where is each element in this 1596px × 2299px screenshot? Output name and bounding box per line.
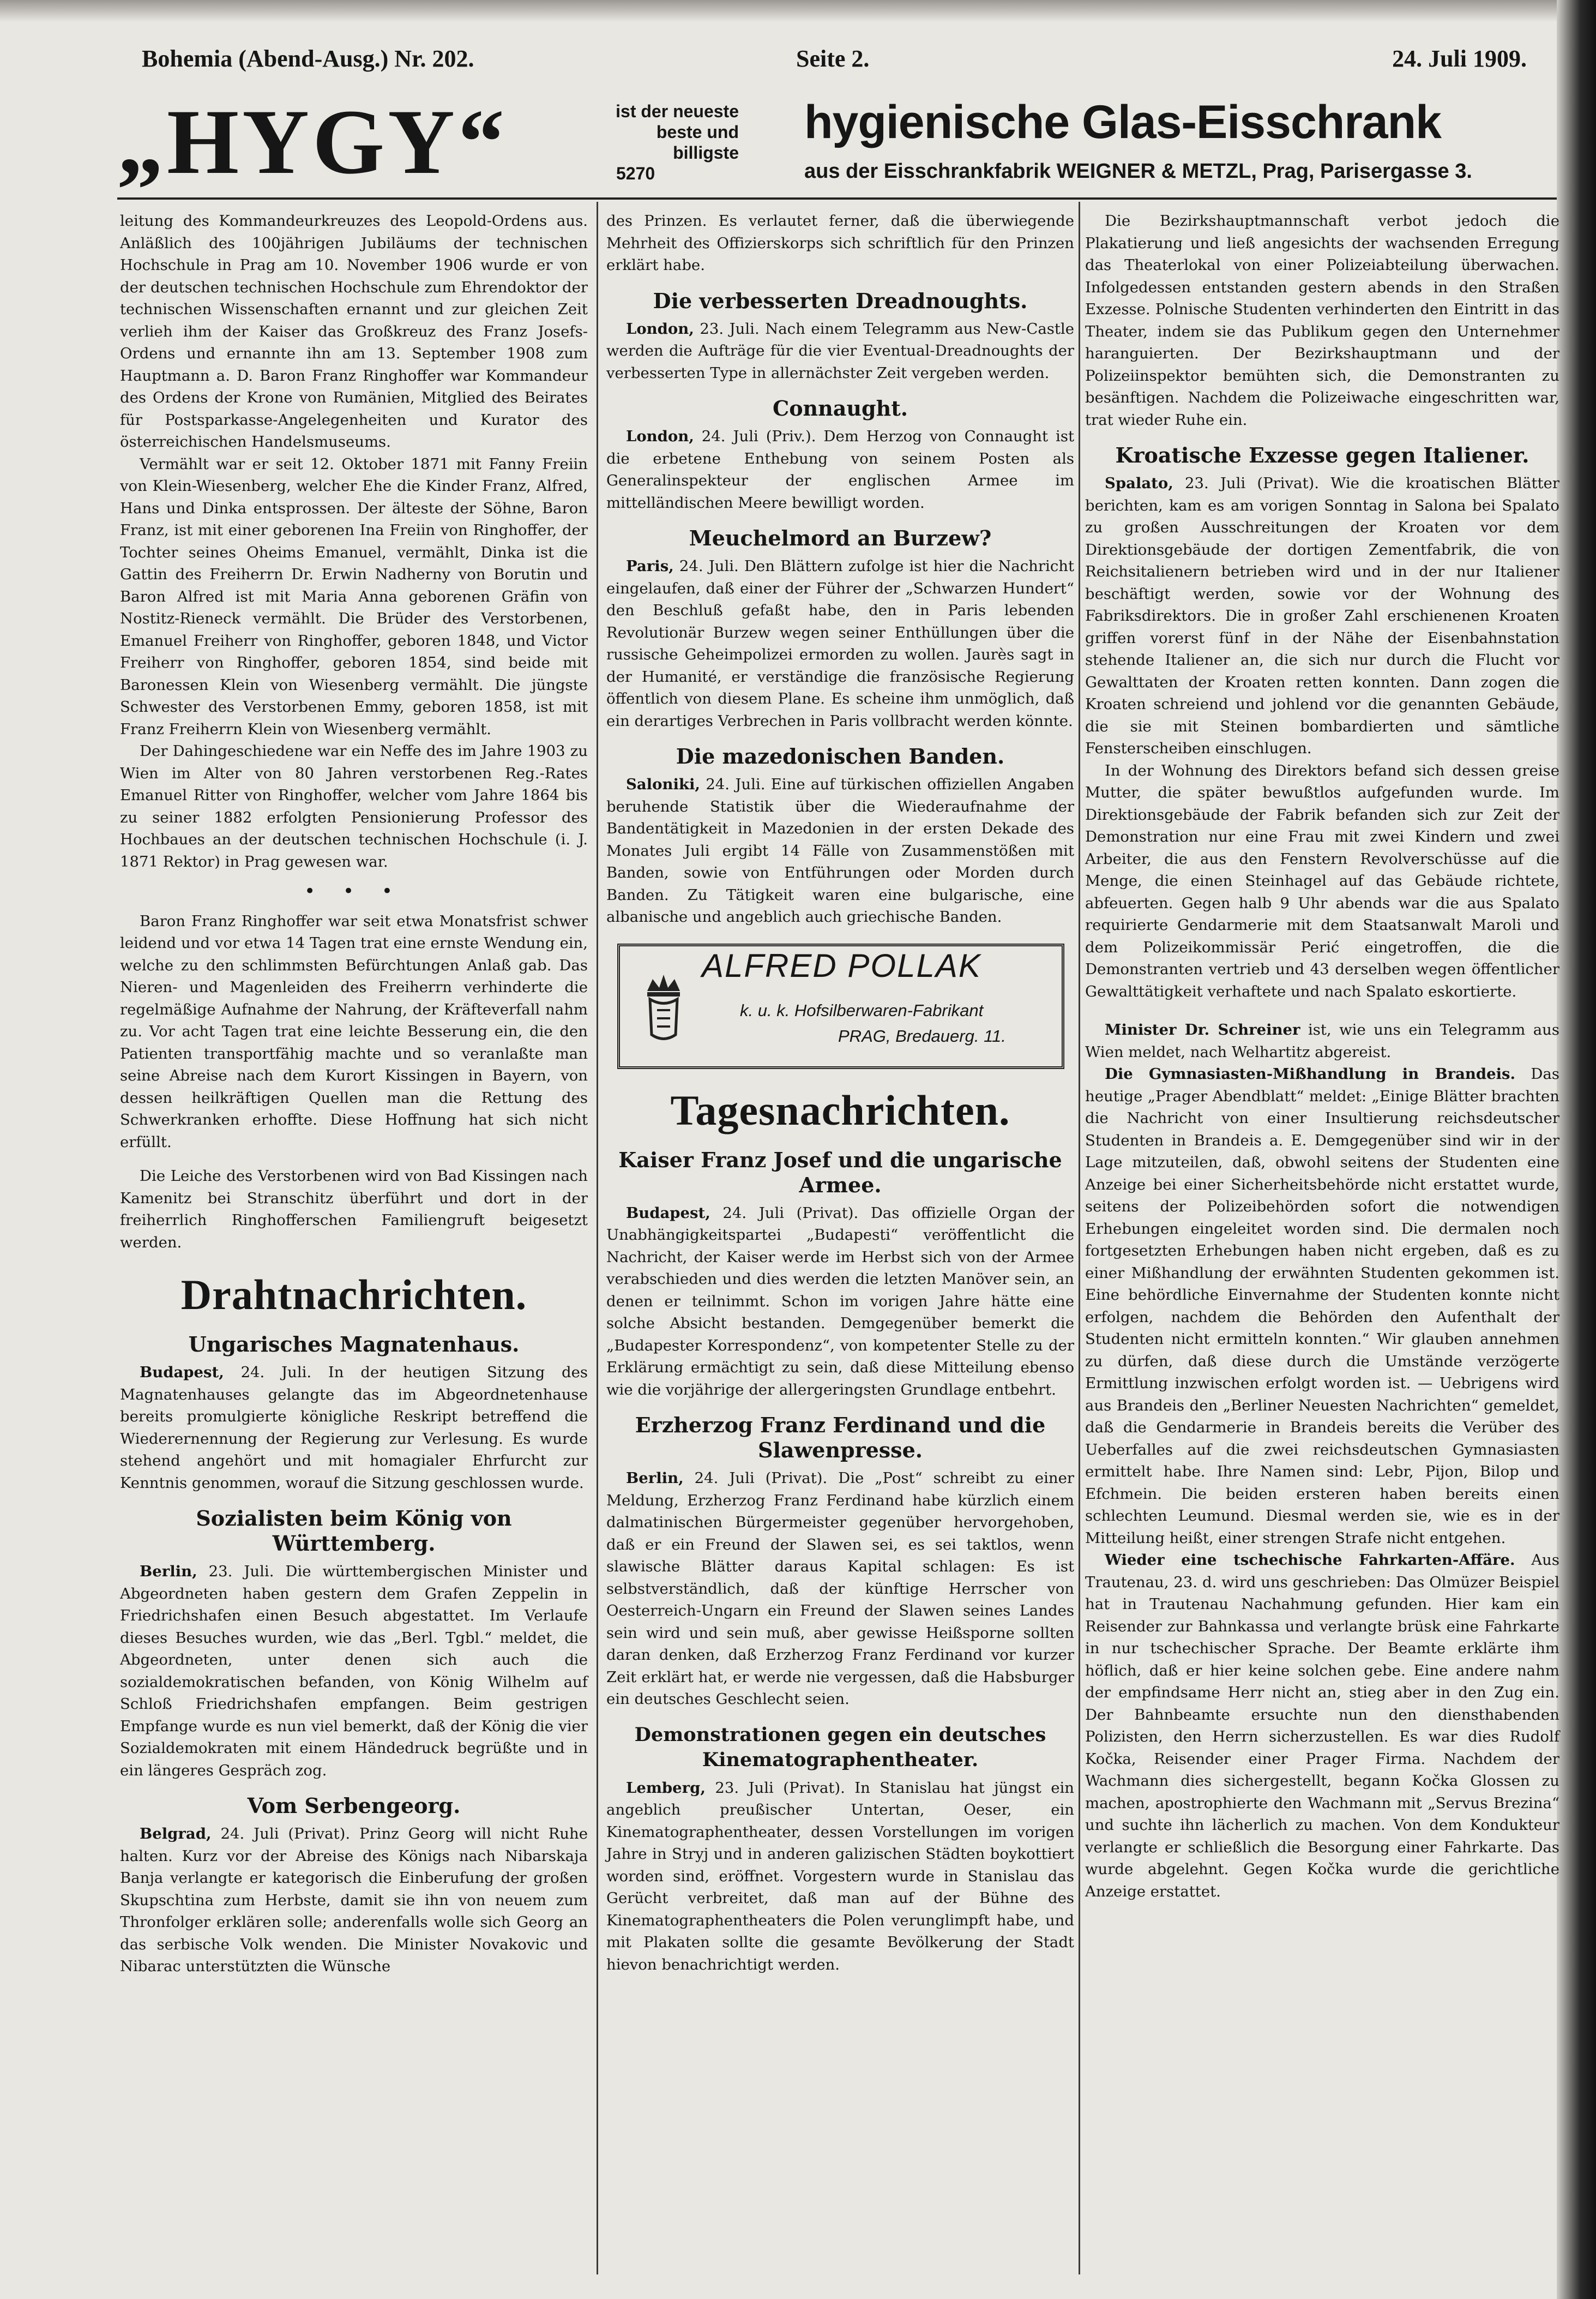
article-text: 23. Juli. Die württembergischen Minister und Abgeordneten haben gestern dem Grafen Zeppelin in Friedrichshafen einen Besuch abgestattet. Im Verlaufe dieses Besuches wurden, wie das „Berl. Tgbl.“ meldet, die Abgeordneten, unter denen sich auch die sozialdemokratischen befanden, von König Wilhelm auf Schloß Friedrichshafen empfangen. Beim gestrigen Empfange wurde es nun viel bemerkt, daß der König die vier Sozialdemokraten mit einem Händedruck begrüßte und in ein längeres Gespräch zog. (120, 1563, 588, 1779)
article-lead: Wieder eine tschechische Fahrkarten-Affäre. (1105, 1551, 1515, 1569)
paragraph: Vermählt war er seit 12. Oktober 1871 mit Fanny Freiin von Klein-Wiesenberg, welcher Ehe die Kinder Franz, Alfred, Hans und Dinka entsprossen. Der älteste der Söhne, Baron Franz, ist mit einer geborenen Ina Freiin von Ringhoffer, der Tochter seines Oheims Emanuel, vermählt, Dinka ist die Gattin des Freiherrn Dr. Erwin Nadherny von Borutin und Baron Alfred ist mit Maria Anna geborenen Gräfin von Nostitz-Rieneck vermählt. Die Brüder des Verstorbenen, Emanuel Freiherr von Ringhoffer, geboren 1848, und Victor Freiherr von Ringhoffer, geboren 1854, sind beide mit Baronessen Klein von Wiesenberg vermählt. Die jüngste Schwester des Verstorbenen Emmy, geboren 1858, ist mit Franz Freiherrn Klein von Wiesenberg vermählt. (120, 455, 588, 738)
paragraph: des Prinzen. Es verlautet ferner, daß die überwiegende Mehrheit des Offizierskorps sich schriftlich für den Prinzen erklärt habe. (606, 212, 1074, 274)
article-heading: Ungarisches Magnatenhaus. (188, 1332, 520, 1356)
section-heading-tagesnachrichten: Tagesnachrichten. (670, 1086, 1010, 1134)
page-right-edge (1557, 0, 1596, 2299)
dateline: Lemberg, (626, 1779, 706, 1797)
article-body (120, 1560, 588, 1781)
article-body (120, 1361, 588, 1494)
article-text: 24. Juli. Den Blättern zufolge ist hier die Nachricht eingelaufen, daß einer der Führer der „Schwarzen Hundert“ den Beschluß gefaßt habe, den in Paris lebenden Revolutionär Burzew wegen seiner Enthüllungen über die russische Geheimpolizei ermorden zu wollen. Jaurès sagt in der Humanité, er verständige die französische Regierung öffentlich von diesem Plane. Es scheine ihm unmöglich, daß ein derartiges Verbrechen in Paris vollbracht werden könnte. (606, 557, 1074, 730)
article-heading: Erzherzog Franz Ferdinand und die Slawenpresse. (635, 1413, 1046, 1462)
article-body (606, 1467, 1074, 1710)
pollak-name: ALFRED POLLAK (702, 947, 981, 984)
article-text: 24. Juli (Privat). Das offizielle Organ der Unabhängigkeitspartei „Budapesti“ veröffentlicht die Nachricht, der Kaiser werde im Herbst sich von der Armee verabschieden und dies werden die letzten Manöver sein, an denen er teilnimmt. Schon im vorigen Jahre hätte eine solche Absicht bestanden. Demgegenüber bemerkt die „Budapester Korrespondenz“, von kompetenter Stelle zu der Erklärung ermächtigt zu sein, daß diese Mitteilung ebenso wie die vorjährige der allergeringsten Grundlage entbehrt. (606, 1204, 1074, 1398)
header-page-number: Seite 2. (796, 45, 870, 72)
article-heading: Vom Serbengeorg. (247, 1793, 461, 1818)
article-body (606, 318, 1074, 385)
paragraph: In der Wohnung des Direktors befand sich dessen greise Mutter, die später bewußtlos aufgefunden wurde. Im Direktionsgebäude der Fabrik befanden sich zur Zeit der Demonstration nur eine Frau mit zwei Kindern und zwei Arbeiter, die aus den Fenstern Revolverschüsse auf die Menge, die einen Steinhagel auf das Gebäude richtete, abfeuerten. Gegen halb 9 Uhr abends war die aus Spalato requirierte Gendarmerie mit dem Staatsanwalt Maroli und dem Polizeikommissär Perić eingetroffen, die die Demonstranten vertrieb und 43 derselben wegen öffentlicher Gewalttätigkeit verhaftete und nach Spalato eskortierte. (1085, 761, 1559, 1000)
article-heading: Sozialisten beim König von Württemberg. (196, 1506, 512, 1556)
paragraph: leitung des Kommandeurkreuzes des Leopold-Ordens aus. Anläßlich des 100jährigen Jubiläums der technischen Hochschule in Prag am 10. November 1906 wurde er von der deutschen technischen Hochschule zum Ehrendoktor der technischen Wissenschaften ernannt und zur gleichen Zeit verlieh ihm der Kaiser das Großkreuz des Franz Josefs-Ordens und ernannte ihn am 13. September 1908 zum Hauptmann a. D. Baron Franz Ringhoffer war Kommandeur des Ordens der Krone von Rumänien, Mitglied des Beirates für Postsparkasse-Angelegenheiten und Kurator des österreichischen Handelsmuseums. (120, 212, 588, 451)
article-heading: Die mazedonischen Banden. (676, 744, 1005, 769)
crown-emblem-icon (636, 969, 691, 1046)
dateline: Spalato, (1105, 475, 1173, 492)
header-issue: Bohemia (Abend-Ausg.) Nr. 202. (142, 45, 474, 72)
article-heading: Kroatische Exzesse gegen Italiener. (1115, 443, 1529, 467)
article-text: 24. Juli. Eine auf türkischen offiziellen Angaben beruhende Statistik über die Wiederaufnahme der Bandentätigkeit in Mazedonien in der ersten Dekade des Monates Juli ergibt 14 Fälle von Zusammenstößen mit Banden, sowie von Entführungen oder Morden durch Banden. Zu Tätigkeit waren eine bulgarische, eine albanische und angeblich auch griechische Banden. (606, 776, 1074, 926)
paragraph: Der Dahingeschiedene war ein Neffe des im Jahre 1903 zu Wien im Alter von 80 Jahren verstorbenen Reg.-Rates Emanuel Ritter von Ringhoffer, welcher vom Jahre 1864 bis zu seiner 1882 erfolgten Pensionierung Professor des Hochbaues an der deutschen technischen Hochschule (i. J. 1871 Rektor) in Prag gewesen war. (120, 742, 588, 871)
pollak-title: k. u. k. Hofsilberwaren-Fabrikant (740, 1000, 984, 1020)
article-body (606, 773, 1074, 928)
dateline: Belgrad, (140, 1825, 212, 1842)
ad-firm-prefix: aus der Eisschrankfabrik (804, 160, 1051, 183)
article-text: 24. Juli (Priv.). Dem Herzog von Connaught ist die erbetene Enthebung von seinem Posten als Generalinspekteur der englischen Armee im mittelländischen Meere bewilligt worden. (606, 428, 1074, 512)
hygy-advertisement (117, 90, 1546, 194)
ad-firm-name: WEIGNER & METZL (1056, 160, 1251, 183)
column-3 (1085, 210, 1559, 1902)
article-text: 23. Juli. Nach einem Telegramm aus New-Castle werden die Aufträge für die vier Eventual-Dreadnoughts der verbesserten Type in allernächster Zeit vergeben werden. (606, 320, 1074, 382)
article-text: 23. Juli (Privat). Wie die kroatischen Blätter berichten, kam es am vorigen Sonntag in Salona bei Spalato zu großen Ausschreitungen der Kroaten vor dem Direktionsgebäude der dortigen Zementfabrik, die von Reichsitalienern betrieben wird und in der nur Italiener beschäftigt werden, sowie vor der Wohnung des Fabriksdirektors. Die in großer Zahl erschienenen Kroaten griffen vorerst fünf in der Nähe der Eisenbahnstation stehende Italiener an, die sich nur durch die Flucht vor Gewalttaten der Kroaten retten konnten. Dann zogen die Kroaten schreiend und johlend vor die genannten Gebäude, die sie mit Steinen bombardierten und sämtliche Fensterscheiben einschlugen. (1085, 475, 1559, 757)
column-1 (120, 210, 588, 1978)
paragraph: Baron Franz Ringhoffer war seit etwa Monatsfrist schwer leidend und vor etwa 14 Tagen trat eine ernste Wendung ein, welche zu den schlimmsten Befürchtungen Anlaß gab. Das Nieren- und Magenleiden des Freiherrn verhinderte die regelmäßige Aufnahme der Nahrung, der Kräfteverfall nahm zu. Vor acht Tagen trat eine leichte Besserung ein, die den Patienten transportfähig machte und so veranlaßte man seine Abreise nach dem Kurort Kissingen in Bayern, von dessen heilkräftigen Quellen man die Rettung des Schwerkranken erhoffte. Diese Hoffnung hat sich nicht erfüllt. (120, 912, 588, 1151)
article-text: 24. Juli. In der heutigen Sitzung des Magnatenhauses gelangte das im Abgeordnetenhause bereits promulgierte königliche Reskript betreffend die Wiederernennung der Regierung zur Verlesung. Es wurde stehend angehört und mit homagialer Ehrfurcht zur Kenntnis genommen, worauf die Sitzung geschlossen wurde. (120, 1364, 588, 1492)
article-body (606, 555, 1074, 732)
article-heading: Meuchelmord an Burzew? (689, 526, 992, 550)
article-text: ist, wie uns ein Telegramm aus Wien meldet, nach Welhartitz abgereist. (1085, 1021, 1559, 1061)
article-lead: Minister Dr. Schreiner (1105, 1021, 1300, 1039)
header-date: 24. Juli 1909. (1392, 45, 1527, 72)
article-body (606, 1777, 1074, 1976)
column-rule-2 (1079, 202, 1080, 2274)
article-text: Das heutige „Prager Abendblatt“ meldet: „Einige Blätter brachten die Nachricht von einer Insultierung reichsdeutscher Studenten in Brandeis a. E. Demgegenüber sind wir in der Lage mitzuteilen, daß, obwohl seitens der Studenten eine Anzeige bei einer Sicherheitsbehörde nicht erstattet wurde, seitens der Polizeibehörden sofort die notwendigen Erhebungen eingeleitet worden sind. Die dermalen noch fortgesetzten Erhebungen haben nicht ergeben, daß es zu einer Mißhandlung der erwähnten Studenten gekommen ist. Eine behördliche Einvernahme der Studenten konnte nicht erfolgen, nachdem die Behörden den Aufenthalt der Studenten nicht ermitteln konnten.“ Wir glauben annehmen zu dürfen, daß diese durch die Umstände verzögerte Ermittlung inzwischen erfolgt worden ist. — Uebrigens wird aus Brandeis den „Berliner Neuesten Nachrichten“ gemeldet, daß die Gendarmerie in Brandeis bereits die Verüber des Ueberfalles auf die zwei reichsdeutschen Gymnasiasten ermittelt habe. Ihre Namen sind: Lebr, Pijon, Bilop und Efchmein. Die beiden ersteren haben bereits einen schlechten Leumund. Diesmal werden sie, wie es in der Mitteilung heißt, einer strengen Strafe nicht entgehen. (1085, 1065, 1559, 1547)
section-heading-drahtnachrichten: Drahtnachrichten. (180, 1271, 527, 1318)
article-lead: Die Gymnasiasten-Mißhandlung in Brandeis. (1105, 1065, 1516, 1083)
dateline: London, (626, 428, 694, 445)
pollak-address: PRAG, Bredauerg. 11. (838, 1026, 1006, 1046)
article-body (1085, 472, 1559, 760)
article-body (1085, 1549, 1559, 1902)
article-body (1085, 1063, 1559, 1549)
dateline: Budapest, (140, 1364, 224, 1381)
paragraph: Die Bezirkshauptmannschaft verbot jedoch die Plakatierung und ließ angesichts der wachsenden Erregung das Theaterlokal von einer Polizeiabteilung überwachen. Infolgedessen entstanden gestern abends in den Straßen Exzesse. Polnische Studenten verhinderten den Eintritt in das Theater, indem sie das Publikum gegen den Unternehmer haranguierten. Der Bezirkshauptmann und der Polizeiinspektor bemühten sich, die Demonstranten zu besänftigen. Nachdem die Polizeiwache eingeschritten war, trat wieder Ruhe ein. (1085, 212, 1559, 429)
dateline: Berlin, (626, 1469, 684, 1487)
article-text: Aus Trautenau, 23. d. wird uns geschrieben: Das Olmüzer Beispiel hat in Trautenau Nachahmung gefunden. Hier kam ein Reisender zur Bahnkassa und verlangte brüsk eine Fahrkarte in nur tschechischer Sprache. Der Beamte erklärte ihm höflich, daß er hier keine solchen gebe. Eine andere nahm der empfindsame Herr nicht an, stieg aber in den Zug ein. Der Bahnbeamte ersuchte nun den diensthabenden Polizisten, den Herrn sicherzustellen. Es war dies Rudolf Kočka, Reisender einer Prager Firma. Nachdem der Wachmann dies sichergestellt, begann Kočka Glossen zu machen, apostrophierte den Wachmann mit „Servus Brezina“ und suchte ihn lächerlich zu machen. Von dem Kondukteur verlangte er schließlich die Besorgung einer Fahrkarte. Das wurde abgelehnt. Gegen Kočka wurde die gerichtliche Anzeige erstattet. (1085, 1551, 1559, 1900)
column-rule-1 (597, 202, 598, 2274)
article-heading: Die verbesserten Dreadnoughts. (653, 288, 1028, 313)
article-text: 23. Juli (Privat). In Stanislau hat jüngst ein angeblich preußischer Untertan, Oeser, ein Kinematographentheater, dessen Vorstellungen im vorigen Jahre in Stryj und in anderen galizischen Städten boykottiert worden sind, eröffnet. Vorgestern wurde in Stanislau das Gerücht verbreitet, daß man auf der Bühne des Kinematographentheaters die Polen verunglimpft habe, und mit Plakaten sollte die gesamte Bevölkerung der Stadt hievon benachrichtigt werden. (606, 1779, 1074, 1973)
dateline: London, (626, 320, 694, 338)
ad-firm (804, 160, 1472, 183)
separator: • • • (304, 880, 403, 902)
dateline: Paris, (626, 557, 674, 575)
dateline: Saloniki, (626, 776, 700, 793)
header-rule (117, 197, 1557, 200)
article-text: 24. Juli (Privat). Die „Post“ schreibt zu einer Meldung, Erzherzog Franz Ferdinand habe kürzlich einem dalmatinischen Bürgermeister gegenüber hervorgehoben, daß er ein Freund der Slawen sei, es sei taktlos, wenn slawische Blätter daraus Kapital schlagen: Es ist selbstverständlich, daß der künftige Herrscher von Oesterreich-Ungarn ein Freund der Slawen seines Landes sein wird und sein muß, aber gewisse Heißsporne sollten daran denken, daß Erzherzog Franz Ferdinand vor kurzer Zeit erklärt hat, er werde nie vergessen, daß die Habsburger ein deutsches Geschlecht seien. (606, 1469, 1074, 1708)
ad-firm-address: , Prag, Parisergasse 3. (1251, 160, 1472, 183)
article-body (120, 1823, 588, 1978)
article-body (606, 425, 1074, 514)
page-top-shadow (0, 0, 1596, 22)
ad-headline: hygienische Glas-Eisschrank (804, 96, 1441, 148)
article-heading: Kaiser Franz Josef und die ungarische Armee. (618, 1147, 1062, 1197)
article-heading: Demonstrationen gegen ein deutsches Kinematographentheater. (634, 1723, 1046, 1771)
ad-tagline: ist der neueste beste und billigste (616, 101, 739, 163)
dateline: Berlin, (140, 1563, 197, 1580)
article-heading: Connaught. (772, 396, 908, 421)
page-header (142, 45, 1527, 77)
paragraph: Die Leiche des Verstorbenen wird von Bad Kissingen nach Kamenitz bei Stranschitz überführt und dort in der freiherrlich Ringhofferschen Familiengruft beigesetzt werden. (120, 1167, 588, 1251)
column-2 (606, 210, 1074, 1976)
dateline: Budapest, (626, 1204, 710, 1222)
article-body (606, 1202, 1074, 1401)
ad-brand: „HYGY“ (117, 91, 508, 193)
ad-code: 5270 (616, 164, 655, 183)
article-body (1085, 1019, 1559, 1063)
pollak-advertisement (617, 944, 1064, 1069)
article-text: 24. Juli (Privat). Prinz Georg will nicht Ruhe halten. Kurz vor der Abreise des Königs nach Nibarskaja Banja verlangte er kategorisch die Einberufung der großen Skupschtina zum Herbste, damit sie ihn von neuem zum Thronfolger erklären solle; anderenfalls wolle sich Georg an das serbische Volk wenden. Die Minister Novakovic und Nibarac unterstützten die Wünsche (120, 1825, 588, 1975)
